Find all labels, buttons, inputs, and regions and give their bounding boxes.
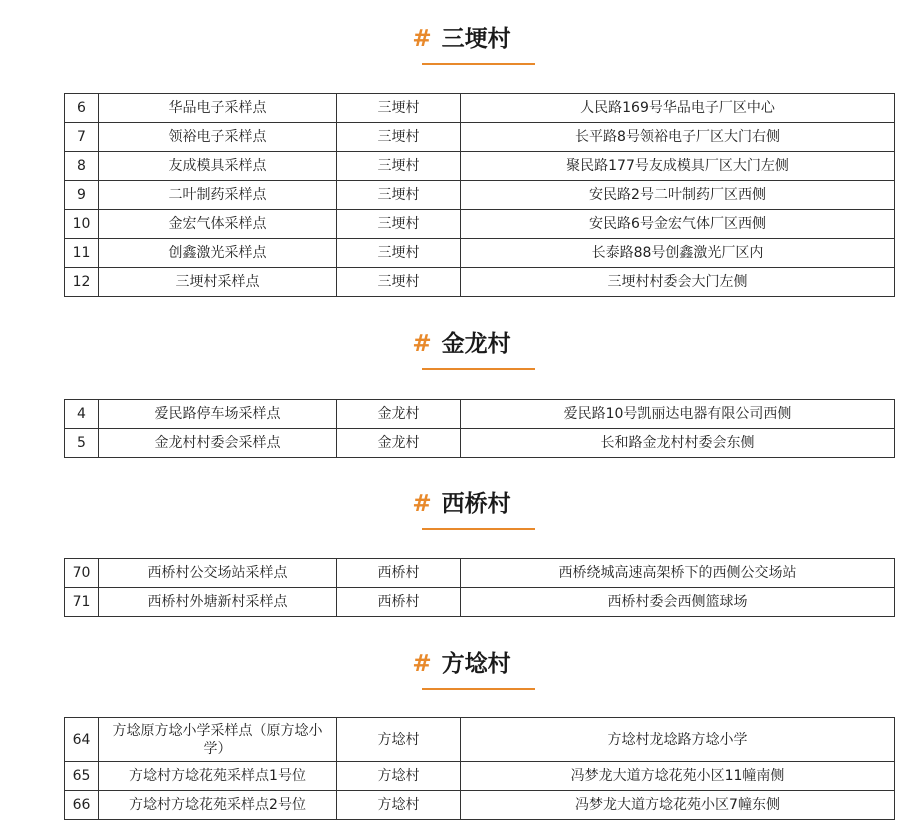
site-name: 爱民路停车场采样点 [99, 400, 337, 429]
section-heading-xiqiao [0, 489, 923, 519]
row-number: 6 [65, 94, 99, 123]
section-underline [422, 368, 535, 370]
site-address: 聚民路177号友成模具厂区大门左侧 [461, 152, 895, 181]
table-row [65, 152, 895, 181]
row-number: 8 [65, 152, 99, 181]
site-name: 创鑫激光采样点 [99, 239, 337, 268]
site-name: 西桥村公交场站采样点 [99, 559, 337, 588]
table-row [65, 718, 895, 762]
sites-table-xiqiao [64, 558, 895, 617]
row-number: 66 [65, 791, 99, 820]
site-name: 领裕电子采样点 [99, 123, 337, 152]
village-name: 方埝村 [337, 791, 461, 820]
section-underline [422, 688, 535, 690]
sites-table-fangnian [64, 717, 895, 820]
site-address: 西桥绕城高速高架桥下的西侧公交场站 [461, 559, 895, 588]
village-name: 三埂村 [337, 181, 461, 210]
table-row [65, 268, 895, 297]
village-name: 方埝村 [337, 718, 461, 762]
row-number: 65 [65, 762, 99, 791]
table-row [65, 791, 895, 820]
village-name: 三埂村 [337, 268, 461, 297]
village-name: 三埂村 [337, 152, 461, 181]
site-name: 三埂村采样点 [99, 268, 337, 297]
village-name: 三埂村 [337, 123, 461, 152]
village-name: 三埂村 [337, 94, 461, 123]
site-address: 冯梦龙大道方埝花苑小区11幢南侧 [461, 762, 895, 791]
row-number: 12 [65, 268, 99, 297]
site-address: 长平路8号领裕电子厂区大门右侧 [461, 123, 895, 152]
table-row [65, 400, 895, 429]
section-title: 西桥村 [441, 491, 511, 517]
hash-mark: # [412, 26, 432, 52]
site-address: 长和路金龙村村委会东侧 [461, 429, 895, 458]
section-title: 方埝村 [441, 651, 511, 677]
table-row [65, 239, 895, 268]
hash-mark: # [412, 331, 432, 357]
site-name: 方埝原方埝小学采样点（原方埝小学） [99, 718, 337, 762]
section-heading-sangeng [0, 24, 923, 54]
village-name: 三埂村 [337, 239, 461, 268]
table-row [65, 123, 895, 152]
section-heading-jinlong [0, 329, 923, 359]
site-address: 方埝村龙埝路方埝小学 [461, 718, 895, 762]
village-name: 西桥村 [337, 588, 461, 617]
village-name: 金龙村 [337, 429, 461, 458]
table-row [65, 181, 895, 210]
site-name: 方埝村方埝花苑采样点1号位 [99, 762, 337, 791]
table-row [65, 762, 895, 791]
row-number: 71 [65, 588, 99, 617]
row-number: 4 [65, 400, 99, 429]
site-name: 西桥村外塘新村采样点 [99, 588, 337, 617]
section-title: 金龙村 [441, 331, 511, 357]
table-row [65, 429, 895, 458]
row-number: 64 [65, 718, 99, 762]
sites-table-jinlong [64, 399, 895, 458]
village-name: 金龙村 [337, 400, 461, 429]
row-number: 10 [65, 210, 99, 239]
row-number: 9 [65, 181, 99, 210]
table-row [65, 94, 895, 123]
section-underline [422, 528, 535, 530]
section-heading-fangnian [0, 649, 923, 679]
table-row [65, 588, 895, 617]
sites-table-sangeng [64, 93, 895, 297]
table-row [65, 559, 895, 588]
site-name: 方埝村方埝花苑采样点2号位 [99, 791, 337, 820]
hash-mark: # [412, 651, 432, 677]
site-address: 冯梦龙大道方埝花苑小区7幢东侧 [461, 791, 895, 820]
village-name: 三埂村 [337, 210, 461, 239]
site-address: 爱民路10号凯丽达电器有限公司西侧 [461, 400, 895, 429]
site-address: 安民路2号二叶制药厂区西侧 [461, 181, 895, 210]
section-title: 三埂村 [441, 26, 511, 52]
site-name: 友成模具采样点 [99, 152, 337, 181]
village-name: 方埝村 [337, 762, 461, 791]
row-number: 7 [65, 123, 99, 152]
site-address: 西桥村委会西侧篮球场 [461, 588, 895, 617]
site-name: 华品电子采样点 [99, 94, 337, 123]
row-number: 70 [65, 559, 99, 588]
site-name: 金宏气体采样点 [99, 210, 337, 239]
section-underline [422, 63, 535, 65]
village-name: 西桥村 [337, 559, 461, 588]
hash-mark: # [412, 491, 432, 517]
site-address: 安民路6号金宏气体厂区西侧 [461, 210, 895, 239]
site-name: 二叶制药采样点 [99, 181, 337, 210]
site-address: 长泰路88号创鑫激光厂区内 [461, 239, 895, 268]
row-number: 11 [65, 239, 99, 268]
table-row [65, 210, 895, 239]
site-name: 金龙村村委会采样点 [99, 429, 337, 458]
row-number: 5 [65, 429, 99, 458]
site-address: 三埂村村委会大门左侧 [461, 268, 895, 297]
site-address: 人民路169号华品电子厂区中心 [461, 94, 895, 123]
